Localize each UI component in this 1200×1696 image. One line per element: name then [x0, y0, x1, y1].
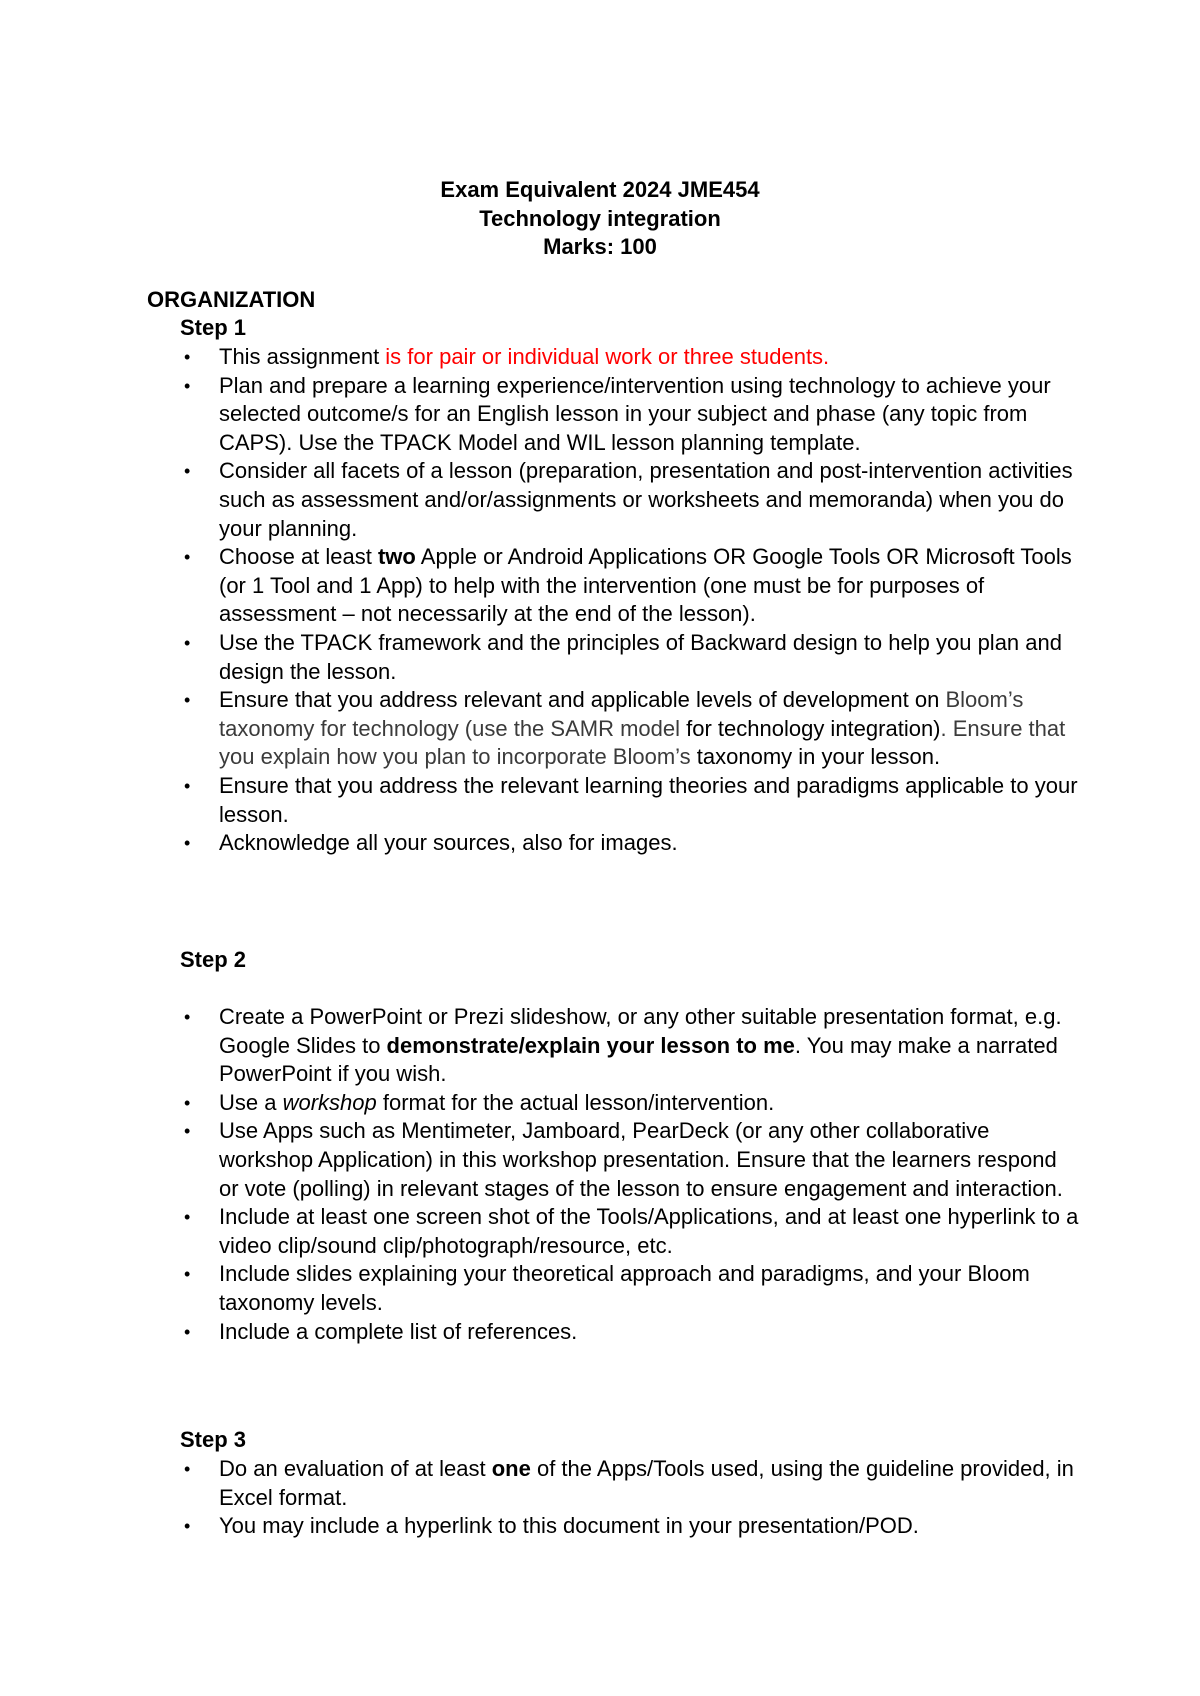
list-item: • Choose at least two Apple or Android Applications OR Google Tools OR Microsoft Tools (or 1 Tool and 1 App) to help with the intervention (one must be for purposes of assessment – not necessarily at the end of the lesson). — [184, 544, 1072, 627]
step1-title: Step 1 — [180, 315, 247, 340]
bullet-icon: • — [184, 690, 191, 711]
list-item: • Include a complete list of references. — [0, 1318, 1079, 1347]
bullet-icon: • — [184, 1007, 191, 1027]
bullet-icon: • — [184, 1121, 191, 1142]
bullet-icon: • — [184, 1516, 191, 1537]
list-item: • Consider all facets of a lesson (preparation, presentation and post-intervention activities such as assessment and/or/assignments or worksheets and memoranda) when you do your planning. — [184, 458, 1073, 541]
bullet-icon: • — [184, 1459, 191, 1479]
list-item: • Use a workshop format for the actual lesson/intervention. — [0, 1089, 1079, 1118]
highlighted-text: is for pair or individual work or three students. — [385, 344, 830, 369]
step2-title: Step 2 — [180, 947, 247, 972]
exam-title: Exam Equivalent 2024 JME454 — [440, 177, 760, 202]
list-item: • Ensure that you address the relevant learning theories and paradigms applicable to your lesson. — [184, 772, 1078, 827]
module-title: Technology integration — [479, 205, 721, 231]
bullet-icon: • — [184, 1207, 191, 1228]
bullet-icon: • — [184, 1092, 191, 1113]
list-item: • Include slides explaining your theoretical approach and paradigms, and your Bloom taxonomy levels. — [184, 1261, 1030, 1315]
list-item: • Acknowledge all your sources, also for images. — [0, 829, 1079, 858]
list-item: • Include at least one screen shot of the Tools/Applications, and at least one hyperlink to a video clip/sound clip/photograph/resource, etc. — [184, 1204, 1079, 1258]
bullet-icon: • — [184, 461, 191, 482]
list-item: • You may include a hyperlink to this document in your presentation/POD. — [0, 1512, 1079, 1541]
step3-list — [0, 1455, 1100, 1541]
list-item: • Use Apps such as Mentimeter, Jamboard, PearDeck (or any other collaborative workshop Application) in this workshop presentation. Ensure that the learners respond or vote (polling) in relevant stages of the lesson to ensure engagement and interaction. — [184, 1118, 1063, 1201]
section-title: ORGANIZATION — [147, 287, 316, 312]
bullet-icon: • — [184, 1264, 191, 1285]
bullet-icon: • — [184, 833, 191, 854]
bullet-icon: • — [184, 547, 191, 568]
list-item: • Create a PowerPoint or Prezi slideshow, or any other suitable presentation format, e.g. Google Slides to demonstrate/explain your lesson to me. You may make a narrated PowerPoint if you wish. — [184, 1004, 1062, 1087]
step2-list — [0, 1003, 1100, 1346]
step3-title: Step 3 — [180, 1427, 247, 1452]
bullet-icon: • — [184, 375, 191, 396]
list-item: • Do an evaluation of at least one of the Apps/Tools used, using the guideline provided, in Excel format. — [184, 1456, 1074, 1510]
bullet-icon: • — [184, 632, 191, 653]
list-item: • Plan and prepare a learning experience/intervention using technology to achieve your selected outcome/s for an English lesson in your subject and phase (any topic from CAPS). Use the TPACK Model and WIL lesson planning template. — [184, 372, 1051, 455]
bullet-icon: • — [184, 347, 191, 367]
bullet-icon: • — [184, 1321, 191, 1342]
list-item: • This assignment is for pair or individual work or three students. — [0, 343, 1079, 372]
bullet-icon: • — [184, 775, 191, 796]
list-item: • Ensure that you address relevant and applicable levels of development on Bloom’s taxonomy for technology (use the SAMR model for technology integration). Ensure that you explain how you plan to incorporate Bloom’s taxonomy in your lesson. — [184, 687, 1066, 770]
marks-line: Marks: 100 — [543, 234, 657, 260]
list-item: • Use the TPACK framework and the principles of Backward design to help you plan and design the lesson. — [184, 629, 1062, 684]
step1-list — [0, 343, 1100, 858]
document-header — [0, 176, 1200, 262]
